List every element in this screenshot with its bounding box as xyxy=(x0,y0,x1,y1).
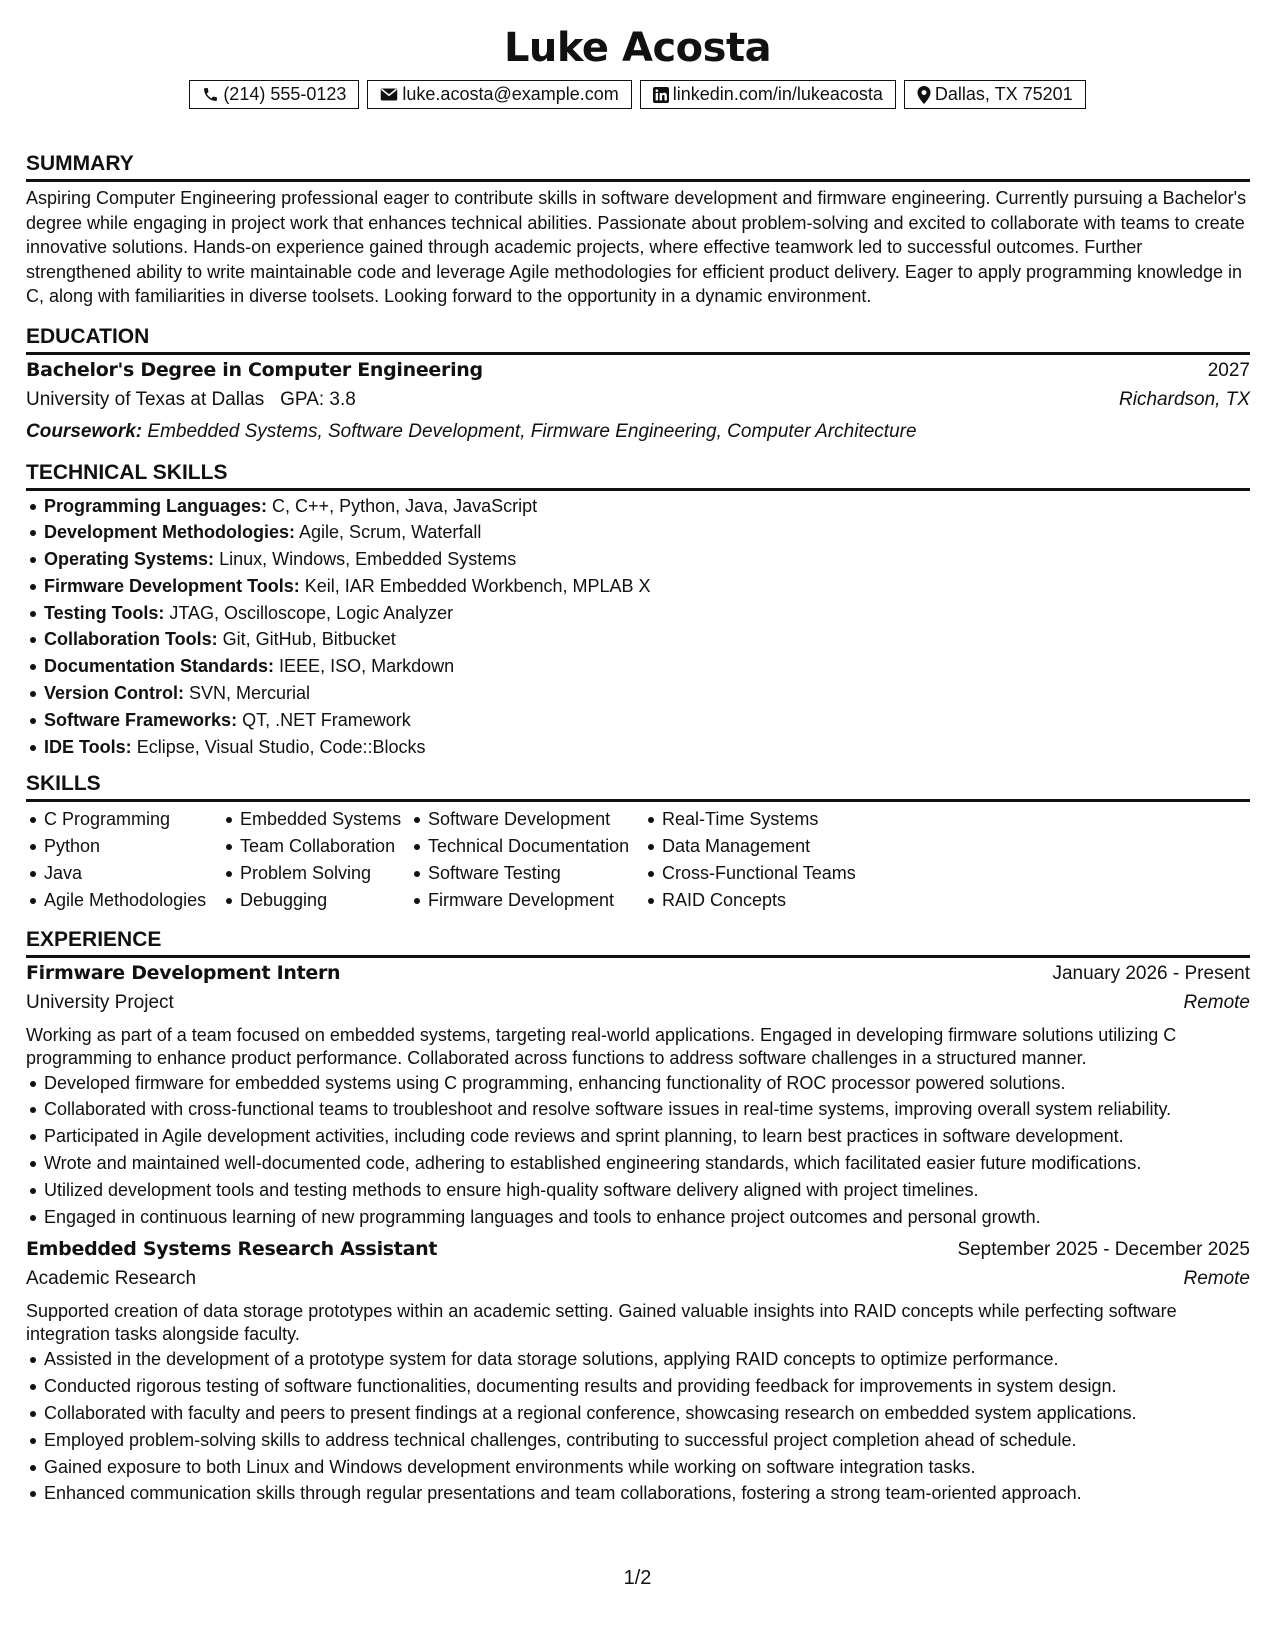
list-item: Java xyxy=(26,860,222,887)
experience-entry-1 xyxy=(26,962,1250,1231)
job-description: Supported creation of data storage prototypes within an academic setting. Gained valuable insights into RAID concepts while perfecting software integration tasks alongside faculty. xyxy=(26,1301,1177,1345)
education-degree-row xyxy=(26,359,1250,389)
technical-skills-heading: TECHNICAL SKILLS xyxy=(26,455,1250,491)
summary-heading: SUMMARY xyxy=(26,146,1250,182)
education-gpa: GPA: 3.8 xyxy=(280,388,356,410)
job-org-row xyxy=(26,992,1250,1022)
list-item: Team Collaboration xyxy=(222,833,410,860)
education-school: University of Texas at Dallas xyxy=(26,388,265,410)
list-item: Software Testing xyxy=(410,860,644,887)
candidate-name: Luke Acosta xyxy=(503,25,772,71)
education-entry xyxy=(26,359,1250,447)
contact-bar xyxy=(0,80,1275,109)
list-item: Testing Tools: JTAG, Oscilloscope, Logic Analyzer xyxy=(26,600,1250,627)
map-pin-icon xyxy=(917,86,931,104)
contact-location-text: Dallas, TX 75201 xyxy=(934,84,1073,104)
list-item: Cross-Functional Teams xyxy=(644,860,884,887)
contact-phone[interactable] xyxy=(189,80,359,109)
list-item: Collaborated with faculty and peers to present findings at a regional conference, showcasing research on embedded system applications. xyxy=(26,1400,1250,1427)
summary-text: Aspiring Computer Engineering professional eager to contribute skills in software development and firmware engineering. Currently pursuing a Bachelor's degree while engaging in project work that enhances technical abilities. Passionate about problem-solving and excited to collaborate with teams to create innovative solutions. Hands-on experience gained through academic projects, where effective teamwork led to successful outcomes. Further strengthened ability to write maintainable code and leverage Agile methodologies for efficient product delivery. Eager to apply programming knowledge in C, along with familiarities in diverse toolsets. Looking forward to the opportunity in a dynamic environment. xyxy=(26,188,1247,306)
list-item: Participated in Agile development activities, including code reviews and sprint planning, to learn best practices in software development. xyxy=(26,1123,1250,1150)
list-item: Collaborated with cross-functional teams to troubleshoot and resolve software issues in real-time systems, improving overall system reliability. xyxy=(26,1096,1250,1123)
list-item: Development Methodologies: Agile, Scrum, Waterfall xyxy=(26,519,1250,546)
job-org-row xyxy=(26,1268,1250,1298)
skills-column-1 xyxy=(26,806,222,913)
resume-content xyxy=(26,146,1250,1507)
page-number: 1/2 xyxy=(623,1567,652,1589)
job-location: Remote xyxy=(1183,1268,1250,1290)
list-item: Collaboration Tools: Git, GitHub, Bitbucket xyxy=(26,626,1250,653)
list-item: Version Control: SVN, Mercurial xyxy=(26,680,1250,707)
list-item: Utilized development tools and testing methods to ensure high-quality software delivery aligned with project timelines. xyxy=(26,1177,1250,1204)
list-item: Embedded Systems xyxy=(222,806,410,833)
skills-column-2 xyxy=(222,806,410,913)
list-item: Developed firmware for embedded systems using C programming, enhancing functionality of ROC processor powered solutions. xyxy=(26,1070,1250,1097)
education-school-row xyxy=(26,389,1250,417)
list-item: Technical Documentation xyxy=(410,833,644,860)
education-coursework xyxy=(26,417,1250,447)
list-item: Software Development xyxy=(410,806,644,833)
list-item: Documentation Standards: IEEE, ISO, Markdown xyxy=(26,653,1250,680)
list-item: Real-Time Systems xyxy=(644,806,884,833)
job-org: University Project xyxy=(26,991,174,1013)
list-item: Engaged in continuous learning of new programming languages and tools to enhance project outcomes and personal growth. xyxy=(26,1204,1250,1231)
list-item: Problem Solving xyxy=(222,860,410,887)
contact-phone-text: (214) 555-0123 xyxy=(223,84,347,104)
list-item: Data Management xyxy=(644,833,884,860)
list-item: Python xyxy=(26,833,222,860)
job-location: Remote xyxy=(1183,991,1250,1013)
experience-heading: EXPERIENCE xyxy=(26,922,1250,958)
list-item: Programming Languages: C, C++, Python, Java, JavaScript xyxy=(26,493,1250,520)
list-item: Firmware Development Tools: Keil, IAR Embedded Workbench, MPLAB X xyxy=(26,573,1250,600)
list-item: IDE Tools: Eclipse, Visual Studio, Code::Blocks xyxy=(26,734,1250,761)
skills-column-4 xyxy=(644,806,884,913)
job-org: Academic Research xyxy=(26,1268,197,1290)
list-item: Agile Methodologies xyxy=(26,887,222,914)
education-year: 2027 xyxy=(1207,359,1250,381)
job-title-row xyxy=(26,962,1250,992)
list-item: Operating Systems: Linux, Windows, Embedded Systems xyxy=(26,546,1250,573)
skills-column-3 xyxy=(410,806,644,913)
job-title-row xyxy=(26,1238,1250,1268)
phone-icon xyxy=(202,86,219,103)
list-item: Enhanced communication skills through regular presentations and team collaborations, fostering a strong team-oriented approach. xyxy=(26,1480,1250,1507)
skills-heading: SKILLS xyxy=(26,766,1250,802)
job-title: Embedded Systems Research Assistant xyxy=(26,1238,438,1261)
job-bullets xyxy=(26,1346,1250,1507)
contact-location[interactable] xyxy=(904,80,1086,109)
job-description: Working as part of a team focused on embedded systems, targeting real-world applications. Engaged in developing firmware solutions utilizing C programming to enhance product performance. Collaborated across functions to address software challenges in a structured manner. xyxy=(26,1024,1177,1068)
list-item: Wrote and maintained well-documented code, adhering to established engineering standards, which facilitated easier future modifications. xyxy=(26,1150,1250,1177)
list-item: Gained exposure to both Linux and Windows development environments while working on software integration tasks. xyxy=(26,1454,1250,1481)
list-item: Debugging xyxy=(222,887,410,914)
experience-entry-2 xyxy=(26,1238,1250,1507)
linkedin-icon xyxy=(653,87,669,103)
list-item: Firmware Development xyxy=(410,887,644,914)
coursework-label: Coursework: xyxy=(26,420,143,442)
education-school-line xyxy=(26,389,356,411)
contact-email-text: luke.acosta@example.com xyxy=(402,84,619,104)
list-item: Conducted rigorous testing of software functionalities, documenting results and providing feedback for improvements in system design. xyxy=(26,1373,1250,1400)
job-bullets xyxy=(26,1070,1250,1231)
list-item: Employed problem-solving skills to address technical challenges, contributing to successful project completion ahead of schedule. xyxy=(26,1427,1250,1454)
education-heading: EDUCATION xyxy=(26,319,1250,355)
list-item: Assisted in the development of a prototype system for data storage solutions, applying RAID concepts to optimize performance. xyxy=(26,1346,1250,1373)
technical-skills-list xyxy=(26,493,1250,761)
list-item: Software Frameworks: QT, .NET Framework xyxy=(26,707,1250,734)
contact-email[interactable] xyxy=(367,80,631,109)
contact-linkedin[interactable] xyxy=(640,80,896,109)
education-degree: Bachelor's Degree in Computer Engineering xyxy=(26,358,483,381)
job-title: Firmware Development Intern xyxy=(26,961,341,984)
education-location: Richardson, TX xyxy=(1119,388,1250,410)
envelope-icon xyxy=(380,87,398,102)
list-item: RAID Concepts xyxy=(644,887,884,914)
job-dates: January 2026 - Present xyxy=(1052,962,1250,984)
coursework-list: Embedded Systems, Software Development, Firmware Engineering, Computer Architecture xyxy=(147,420,917,442)
list-item: C Programming xyxy=(26,806,222,833)
contact-linkedin-text: linkedin.com/in/lukeacosta xyxy=(672,84,883,104)
skills-grid xyxy=(26,806,1250,913)
job-dates: September 2025 - December 2025 xyxy=(957,1239,1250,1261)
